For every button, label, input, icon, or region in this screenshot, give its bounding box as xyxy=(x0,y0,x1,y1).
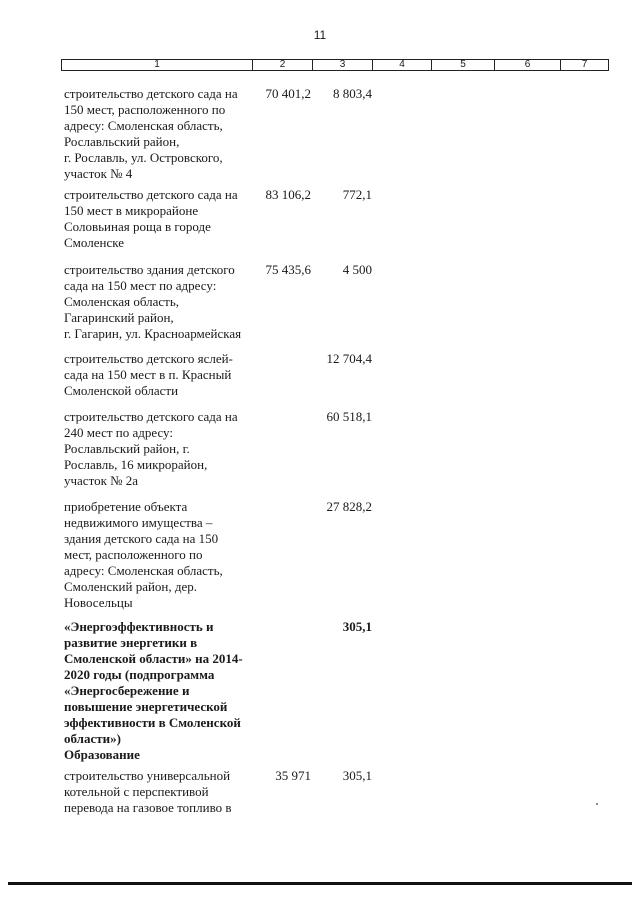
row-description: строительство детского сада на 240 мест по адресу: Рославльский район, г. Рославль, 16 микрорайон, участок № 2а xyxy=(64,409,238,488)
header-col-5: 5 xyxy=(432,60,495,70)
row-value-col3: 305,1 xyxy=(342,619,372,634)
row-description: строительство детского яслей- сада на 150 мест в п. Красный Смоленской области xyxy=(64,351,233,398)
header-col-6: 6 xyxy=(495,60,561,70)
header-col-2: 2 xyxy=(253,60,313,70)
header-col-4: 4 xyxy=(373,60,432,70)
row-value-col2: 70 401,2 xyxy=(265,86,311,101)
row-description: строительство детского сада на 150 мест, расположенного по адресу: Смоленская область, Рославльский район, г. Рославль, ул. Островского, участок № 4 xyxy=(64,86,238,181)
row-description: строительство здания детского сада на 150 мест по адресу: Смоленская область, Гагаринский район, г. Гагарин, ул. Красноармейская xyxy=(64,262,242,341)
bottom-rule xyxy=(8,882,632,885)
section-heading: «Энергоэффективность и развитие энергетики в Смоленской области» на 2014- 2020 годы (подпрограмма «Энергосбережение и повышение энергетической эффективности в Смоленской области») Образование xyxy=(64,619,243,762)
header-col-7: 7 xyxy=(581,59,588,70)
row-value-col2: 83 106,2 xyxy=(265,187,311,202)
row-value-col3: 27 828,2 xyxy=(326,499,372,514)
row-value-col3: 12 704,4 xyxy=(326,351,372,366)
row-value-col3: 60 518,1 xyxy=(326,409,372,424)
table-header-row xyxy=(61,59,609,71)
row-value-col2: 35 971 xyxy=(275,768,311,783)
header-col-1: 1 xyxy=(62,60,253,70)
row-value-col2: 75 435,6 xyxy=(265,262,311,277)
row-value-col3: 4 500 xyxy=(342,262,372,277)
row-description: строительство детского сада на 150 мест в микрорайоне Соловьиная роща в городе Смоленске xyxy=(64,187,238,250)
header-col-3: 3 xyxy=(313,60,373,70)
row-description: строительство универсальной котельной с перспективой перевода на газовое топливо в xyxy=(64,768,232,815)
row-value-col3: 772,1 xyxy=(342,187,372,202)
scan-speck xyxy=(596,803,598,805)
row-value-col3: 305,1 xyxy=(342,768,372,783)
row-description: приобретение объекта недвижимого имущества – здания детского сада на 150 мест, расположенного по адресу: Смоленская область, Смоленский район, дер. Новосельцы xyxy=(64,499,223,610)
page-number: 11 xyxy=(313,28,327,42)
row-value-col3: 8 803,4 xyxy=(333,86,372,101)
